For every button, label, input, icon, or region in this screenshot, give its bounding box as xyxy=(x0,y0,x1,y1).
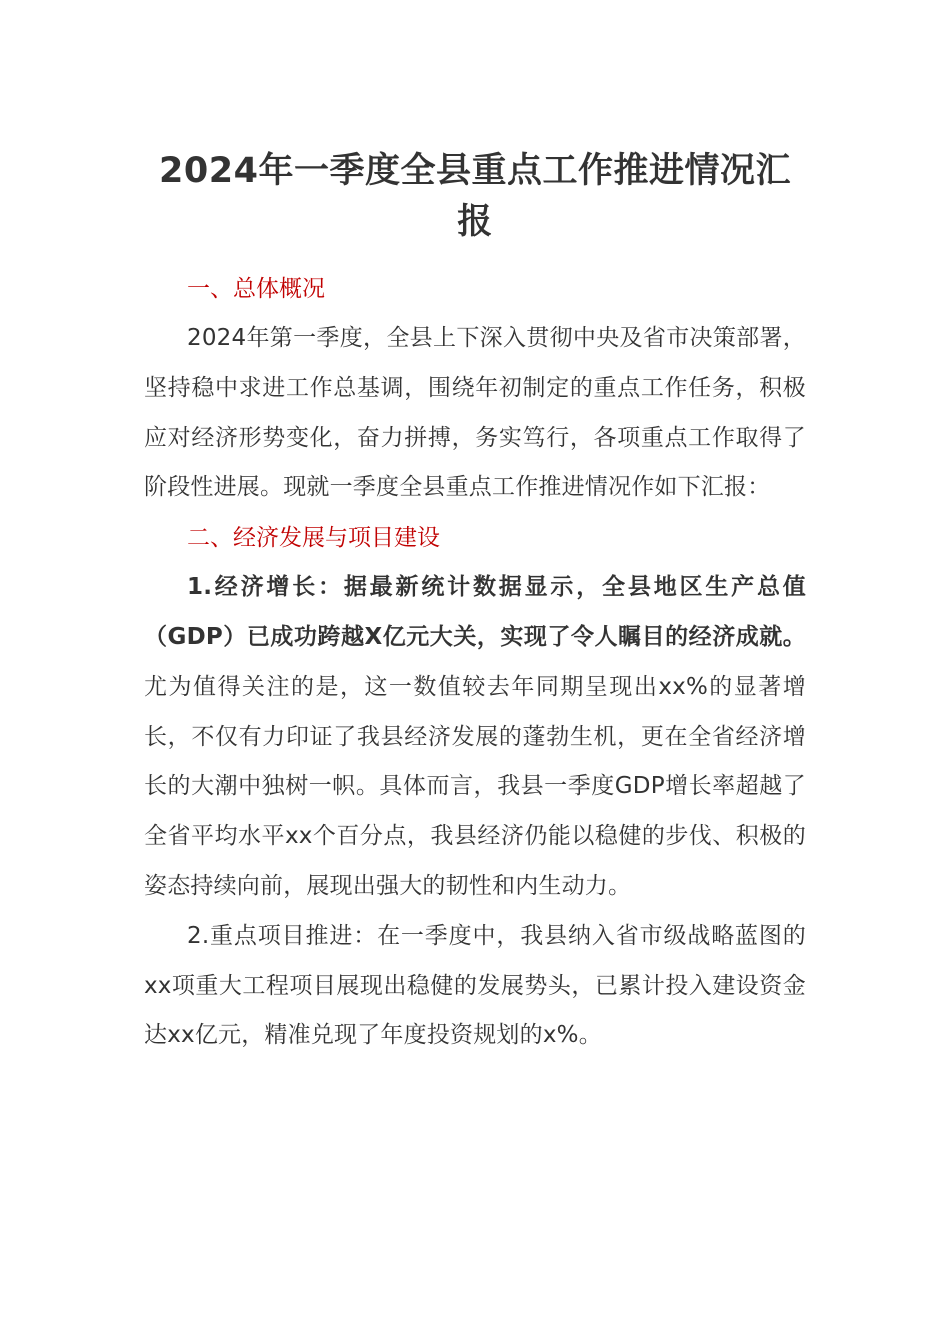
paragraph-lead-bold: 1.经济增长：据最新统计数据显示，全县地区生产总值（GDP）已成功跨越X亿元大关，实现了令人瞩目的经济成就。 xyxy=(144,574,806,650)
paragraph-economic-growth xyxy=(144,563,806,912)
paragraph-text: 2024年第一季度，全县上下深入贯彻中央及省市决策部署，坚持稳中求进工作总基调，围绕年初制定的重点工作任务，积极应对经济形势变化，奋力拼搏，务实笃行，各项重点工作取得了阶段性进展。现就一季度全县重点工作推进情况作如下汇报： xyxy=(144,325,806,501)
paragraph-text: 尤为值得关注的是，这一数值较去年同期呈现出xx%的显著增长，不仅有力印证了我县经济发展的蓬勃生机，更在全省经济增长的大潮中独树一帜。具体而言，我县一季度GDP增长率超越了全省平均水平xx个百分点，我县经济仍能以稳健的步伐、积极的姿态持续向前，展现出强大的韧性和内生动力。 xyxy=(144,673,806,899)
document-page xyxy=(144,146,806,1061)
section-heading-overview: 一、总体概况 xyxy=(187,276,325,302)
section-heading-economy: 二、经济发展与项目建设 xyxy=(187,525,440,552)
paragraph-key-projects xyxy=(144,912,806,1061)
paragraph-text: 2.重点项目推进：在一季度中，我县纳入省市级战略蓝图的xx项重大工程项目展现出稳健的发展势头，已累计投入建设资金达xx亿元，精准兑现了年度投资规划的x%。 xyxy=(144,922,806,1049)
section-overview xyxy=(144,264,806,513)
paragraph-overview xyxy=(144,314,806,513)
section-economy xyxy=(144,513,806,1061)
document-title: 2024年一季度全县重点工作推进情况汇报 xyxy=(159,151,791,242)
